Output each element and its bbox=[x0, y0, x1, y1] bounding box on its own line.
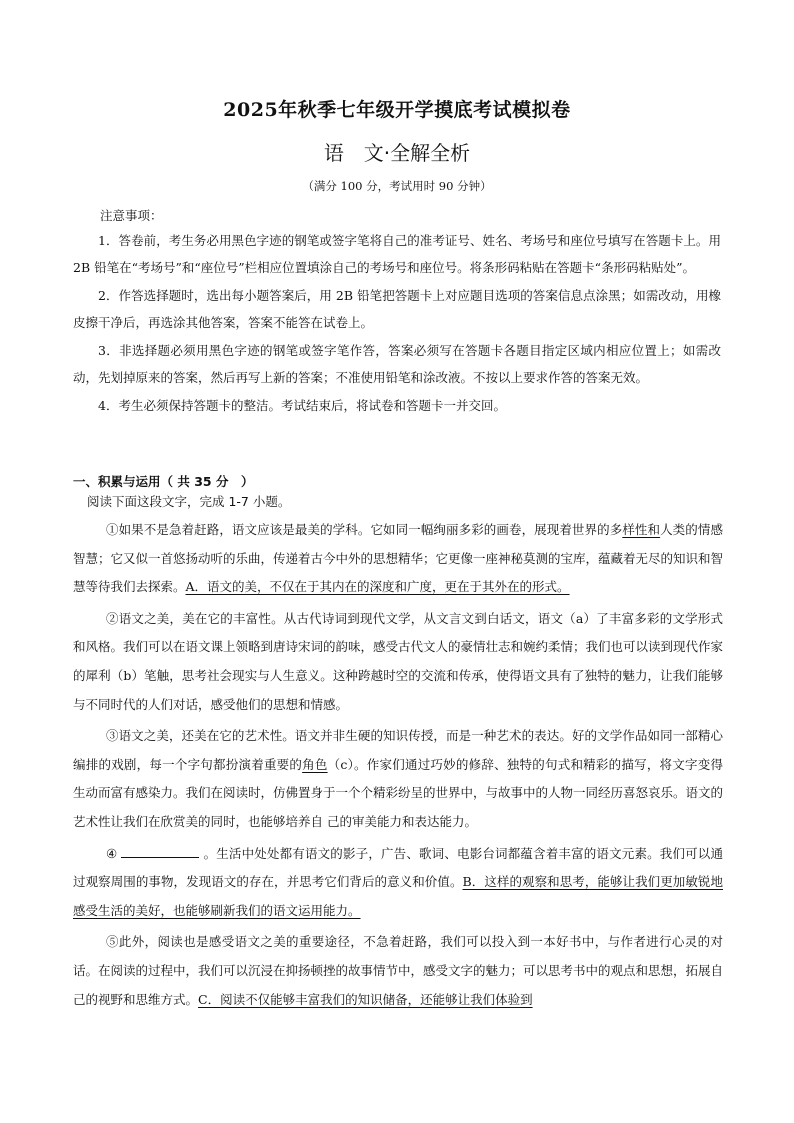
paragraph-text: ①如果不是急着赶路，语文应该是最美的学科。它如同一幅绚丽多彩的画卷，展现着世界的多 bbox=[106, 522, 623, 537]
page-subtitle: 语 文·全解全析 bbox=[323, 141, 471, 165]
paragraph-4 bbox=[73, 840, 723, 926]
paragraph-text: 。生活中处处都有语文的影子，广告、歌词、电影台词都蕴含着丰富的语文元素。我们可以通过观察周围的事物，发现语文的存在，并思考它们背后的意义和价值。 bbox=[73, 845, 723, 890]
note-item: 4．考生必须保持答题卡的整洁。考试结束后，将试卷和答题卡一并交回。 bbox=[98, 398, 506, 413]
paragraph-text: 人类的情感智慧；它又似一首悠扬动听的乐曲，传递着古今中外的思想精华；它更像一座神秘莫测的宝库，蕴藏着无尽的知识和智慧等待我们去探索。 bbox=[73, 522, 724, 595]
section-title: 一、积累与运用（ 共 35 分 ） bbox=[73, 474, 254, 489]
section-lead: 阅读下面这段文字，完成 1-7 小题。 bbox=[87, 494, 291, 509]
note-item: 3．非选择题必须用黑色字迹的钢笔或签字笔作答，答案必须写在答题卡各题目指定区域内相应位置上；如需改动，先划掉原来的答案，然后再写上新的答案；不准使用铅笔和涂改液。不按以上要求作答的答案无效。 bbox=[73, 343, 721, 385]
paragraph-3 bbox=[73, 722, 723, 836]
paragraph-text: ⑤此外，阅读也是感受语文之美的重要途径，不急着赶路，我们可以投入到一本好书中，与作者进行心灵的对话。在阅读的过程中，我们可以沉浸在抑扬顿挫的故事情节中，感受文字的魅力；可以思考书中的观点和思想，拓展自己的视野和思维方式。 bbox=[73, 934, 724, 1007]
paragraph-number: ④ bbox=[106, 845, 118, 861]
reading-passage bbox=[73, 516, 723, 1017]
paragraph-5 bbox=[73, 928, 723, 1014]
underlined-text: 样性和 bbox=[622, 522, 661, 537]
notes-heading: 注意事项： bbox=[100, 208, 163, 223]
underlined-text: 角色 bbox=[302, 756, 328, 772]
page-title: 2025年秋季七年级开学摸底考试模拟卷 bbox=[223, 99, 571, 121]
paragraph-text: ③语文之美，还美在它的艺术性。语文并非生硬的知识传授，而是一种艺术的表达。好的文学作品如同一部精心编排的戏剧，每一个字句都扮演着重要的 bbox=[73, 728, 723, 772]
paragraph-1 bbox=[73, 516, 723, 602]
notes-list bbox=[73, 228, 721, 422]
fill-in-blank bbox=[121, 845, 199, 858]
underlined-sentence-c: C．阅读不仅能够丰富我们的知识储备，还能够让我们体验到 bbox=[198, 991, 533, 1007]
exam-meta: （满分 100 分，考试用时 90 分钟） bbox=[302, 179, 492, 193]
paragraph-text: （c）。作家们通过巧妙的修辞、独特的句式和精彩的描写，将文字变得生动而富有感染力。我们在阅读时，仿佛置身于一个个精彩纷呈的世界中，与故事中的人物一同经历喜怒哀乐。语文的艺术性让我们在欣赏美的同时，也能够培养自 己的审美能力和表达能力。 bbox=[73, 756, 724, 829]
underlined-sentence-a: A．语文的美，不仅在于其内在的深度和广度，更在于其外在的形式。 bbox=[185, 579, 570, 595]
note-item: 2．作答选择题时，选出每小题答案后，用 2B 铅笔把答题卡上对应题目选项的答案信息点涂黑；如需改动，用橡皮擦干净后，再选涂其他答案，答案不能答在试卷上。 bbox=[73, 288, 721, 330]
note-item: 1．答卷前，考生务必用黑色字迹的钢笔或签字笔将自己的准考证号、姓名、考场号和座位号填写在答题卡上。用 2B 铅笔在“考场号”和“座位号”栏相应位置填涂自己的考场号和座位号。将条形码粘贴在答题卡“条形码粘贴处”。 bbox=[73, 233, 721, 275]
paragraph-2: ②语文之美，美在它的丰富性。从古代诗词到现代文学，从文言文到白话文，语文（a）了丰富多彩的文学形式和风格。我们可以在语文课上领略到唐诗宋词的韵味，感受古代文人的豪情壮志和婉约柔情；我们也可以读到现代作家的犀利（b）笔触，思考社会现实与人生意义。这种跨越时空的交流和传承，使得语文具有了独特的魅力，让我们能够与不同时代的人们对话，感受他们的思想和情感。 bbox=[73, 610, 724, 712]
underlined-sentence-b: B．这样的观察和思考，能够让我们更加敏锐地感受生活的美好，也能够刷新我们的语文运用能力。 bbox=[73, 874, 723, 918]
